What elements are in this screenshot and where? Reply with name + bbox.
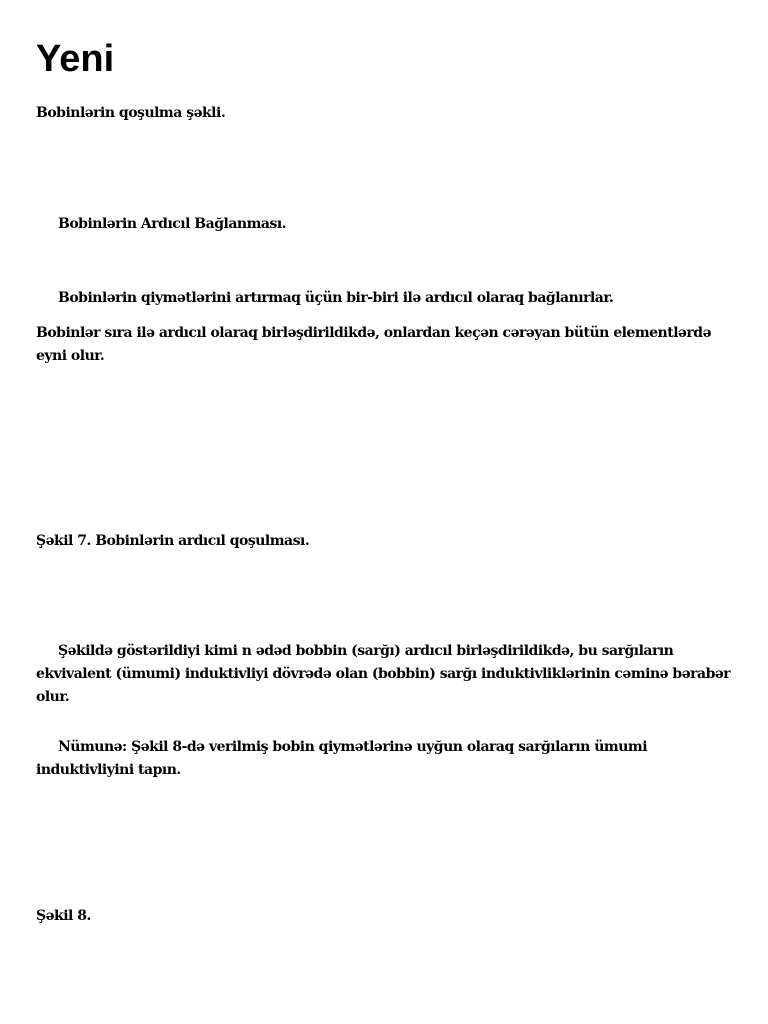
- figure-caption-8: Şəkil 8.: [36, 908, 91, 924]
- page-title: Yeni: [36, 38, 115, 80]
- paragraph-equivalent-inductance: Şəkildə göstərildiyi kimi n ədəd bobbin (sarğı) ardıcıl birləşdirildikdə, bu sarğıların ekvivalent (ümumi) induktivliyi dövrədə olan (bobbin) sarğı induktivliklərinin cəminə bərabər olur.: [36, 643, 731, 705]
- figure-caption-7: Şəkil 7. Bobinlərin ardıcıl qoşulması.: [36, 533, 310, 549]
- section-heading-connection: Bobinlərin qoşulma şəkli.: [36, 105, 226, 121]
- paragraph-series-purpose: Bobinlərin qiymətlərini artırmaq üçün bir-biri ilə ardıcıl olaraq bağlanırlar.: [58, 290, 614, 306]
- paragraph-series-current: Bobinlər sıra ilə ardıcıl olaraq birləşdirildikdə, onlardan keçən cərəyan bütün elementlərdə eyni olur.: [36, 325, 711, 364]
- paragraph-example: Nümunə: Şəkil 8-də verilmiş bobin qiymətlərinə uyğun olaraq sarğıların ümumi induktivliyini tapın.: [36, 739, 648, 778]
- subsection-heading-series: Bobinlərin Ardıcıl Bağlanması.: [58, 216, 287, 232]
